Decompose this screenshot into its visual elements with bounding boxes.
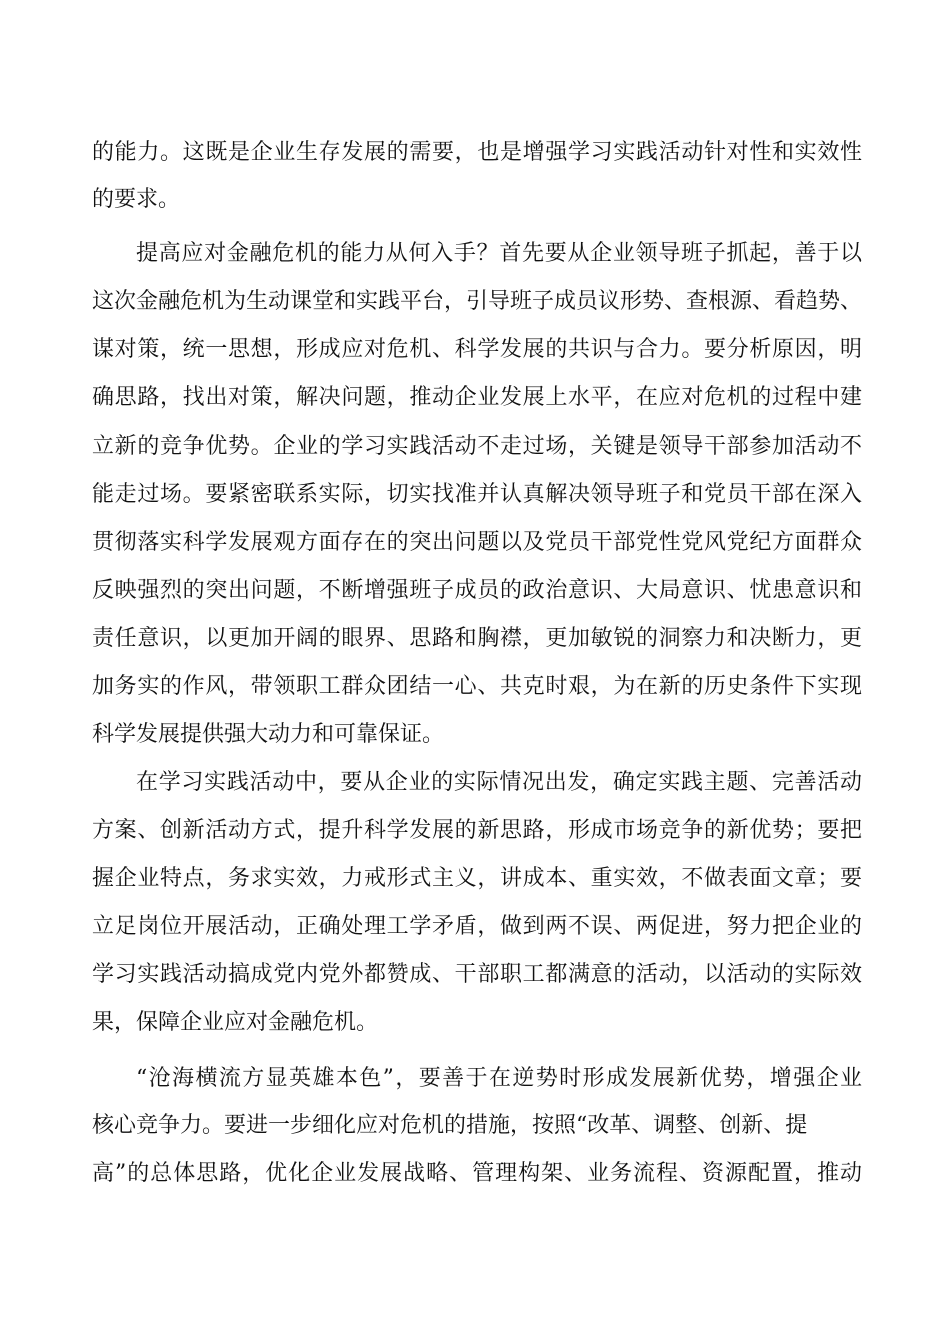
paragraph-first-line: “沧海横流方显英雄本色”，要善于在逆势时形成发展新优势，增强企业 (136, 1066, 862, 1091)
text-line: 科学发展提供强大动力和可靠保证。 (92, 722, 445, 747)
text-line: 这次金融危机为生动课堂和实践平台，引导班子成员议形势、查根源、看趋势、 (92, 289, 863, 314)
text-line: 的要求。 (92, 187, 181, 212)
text-line: 贯彻落实科学发展观方面存在的突出问题以及党员干部党性党风党纪方面群众 (92, 530, 862, 555)
text-line: 加务实的作风，带领职工群众团结一心、共克时艰，为在新的历史条件下实现 (92, 674, 862, 699)
text-line: 高”的总体思路，优化企业发展战略、管理构架、业务流程、资源配置，推动 (92, 1161, 862, 1186)
text-line: 果，保障企业应对金融危机。 (92, 1010, 379, 1035)
text-line: 能走过场。要紧密联系实际，切实找准并认真解决领导班子和党员干部在深入 (92, 482, 862, 507)
paragraph-first-line: 在学习实践活动中，要从企业的实际情况出发，确定实践主题、完善活动 (136, 770, 862, 795)
text-line: 反映强烈的突出问题，不断增强班子成员的政治意识、大局意识、忧患意识和 (92, 578, 862, 603)
text-line: 立新的竞争优势。企业的学习实践活动不走过场，关键是领导干部参加活动不 (92, 434, 862, 459)
text-line: 立足岗位开展活动，正确处理工学矛盾，做到两不误、两促进，努力把企业的 (92, 914, 862, 939)
text-line: 方案、创新活动方式，提升科学发展的新思路，形成市场竞争的新优势；要把 (92, 818, 862, 843)
text-line: 握企业特点，务求实效，力戒形式主义，讲成本、重实效，不做表面文章；要 (92, 866, 862, 891)
text-line: 核心竞争力。要进一步细化应对危机的措施，按照“改革、调整、创新、提 (92, 1113, 808, 1138)
paragraph-first-line: 提高应对金融危机的能力从何入手？首先要从企业领导班子抓起，善于以 (136, 241, 862, 266)
text-line: 的能力。这既是企业生存发展的需要，也是增强学习实践活动针对性和实效性 (92, 140, 862, 165)
text-line: 确思路，找出对策，解决问题，推动企业发展上水平，在应对危机的过程中建 (92, 385, 862, 410)
text-line: 责任意识，以更加开阔的眼界、思路和胸襟，更加敏锐的洞察力和决断力，更 (92, 626, 862, 651)
text-line: 学习实践活动搞成党内党外都赞成、干部职工都满意的活动，以活动的实际效 (92, 962, 862, 987)
text-line: 谋对策，统一思想，形成应对危机、科学发展的共识与合力。要分析原因，明 (92, 337, 862, 362)
